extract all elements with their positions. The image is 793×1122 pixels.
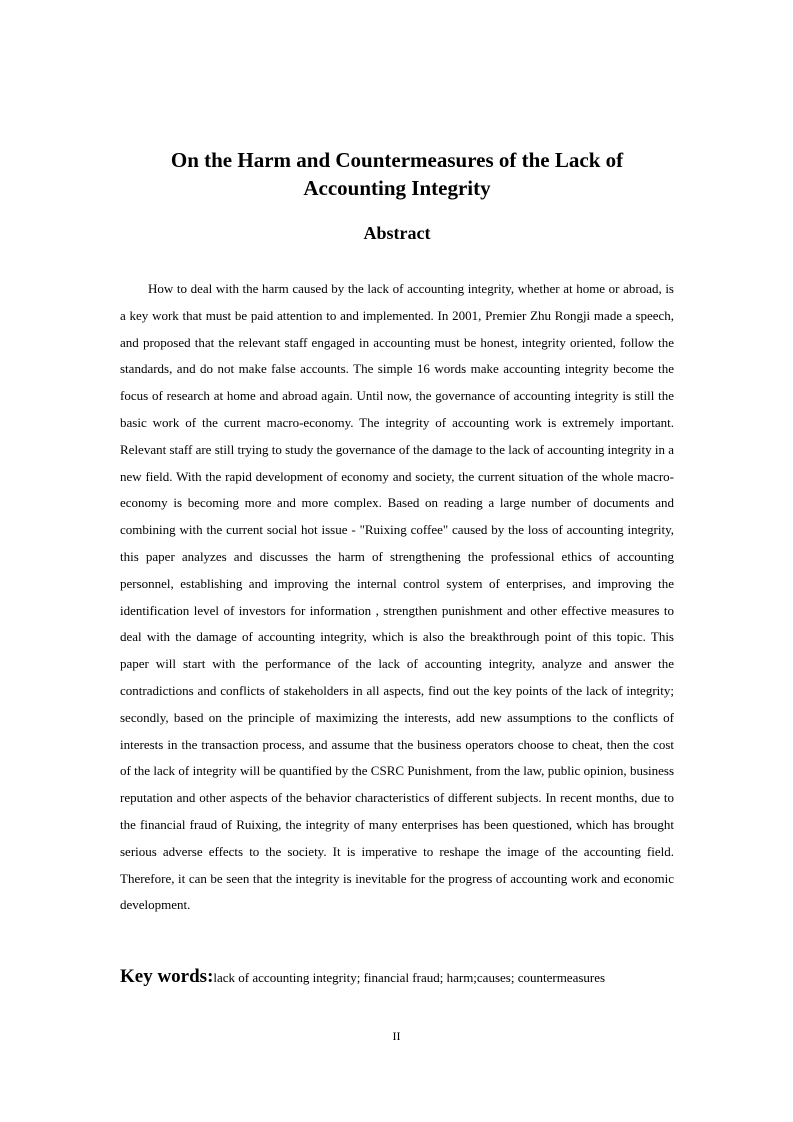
abstract-heading: Abstract [363,223,431,243]
page-number: II [392,1029,401,1043]
keywords-label: Key words: [120,966,214,987]
document-title: On the Harm and Countermeasures of the Lack of Accounting Integrity [170,148,624,200]
keywords-line [120,966,680,988]
abstract-paragraph: How to deal with the harm caused by the lack of accounting integrity, whether at home or abroad, is a key work that must be paid attention to and implemented. In 2001, Premier Zhu Rongji made a speech, and proposed that the relevant staff engaged in accounting must be honest, integrity oriented, follow the standards, and do not make false accounts. The simple 16 words make accounting integrity become the focus of research at home and abroad again. Until now, the governance of accounting integrity is still the basic work of the current macro-economy. The integrity of accounting work is extremely important. Relevant staff are still trying to study the governance of the damage to the lack of accounting integrity in a new field. With the rapid development of economy and society, the current situation of the whole macro-economy is becoming more and more complex. Based on reading a large number of documents and combining with the current social hot issue - "Ruixing coffee" caused by the loss of accounting integrity, this paper analyzes and discusses the harm of strengthening the professional ethics of accounting personnel, establishing and improving the internal control system of enterprises, and improving the identification level of investors for information , strengthen punishment and other effective measures to deal with the damage of accounting integrity, which is also the breakthrough point of this topic. This paper will start with the performance of the lack of accounting integrity, analyze and answer the contradictions and conflicts of stakeholders in all aspects, find out the key points of the lack of integrity; secondly, based on the principle of maximizing the interests, add new assumptions to the conflicts of interests in the transaction process, and assume that the business operators choose to cheat, then the cost of the lack of integrity will be quantified by the CSRC Punishment, from the law, public opinion, business reputation and other aspects of the behavior characteristics of different subjects. In recent months, due to the financial fraud of Ruixing, the integrity of many enterprises has been questioned, which has brought serious adverse effects to the society. It is imperative to reshape the image of the accounting field. Therefore, it can be seen that the integrity is inevitable for the progress of accounting work and economic development. [120,281,674,913]
keywords-text: lack of accounting integrity; financial fraud; harm;causes; countermeasures [213,970,606,985]
